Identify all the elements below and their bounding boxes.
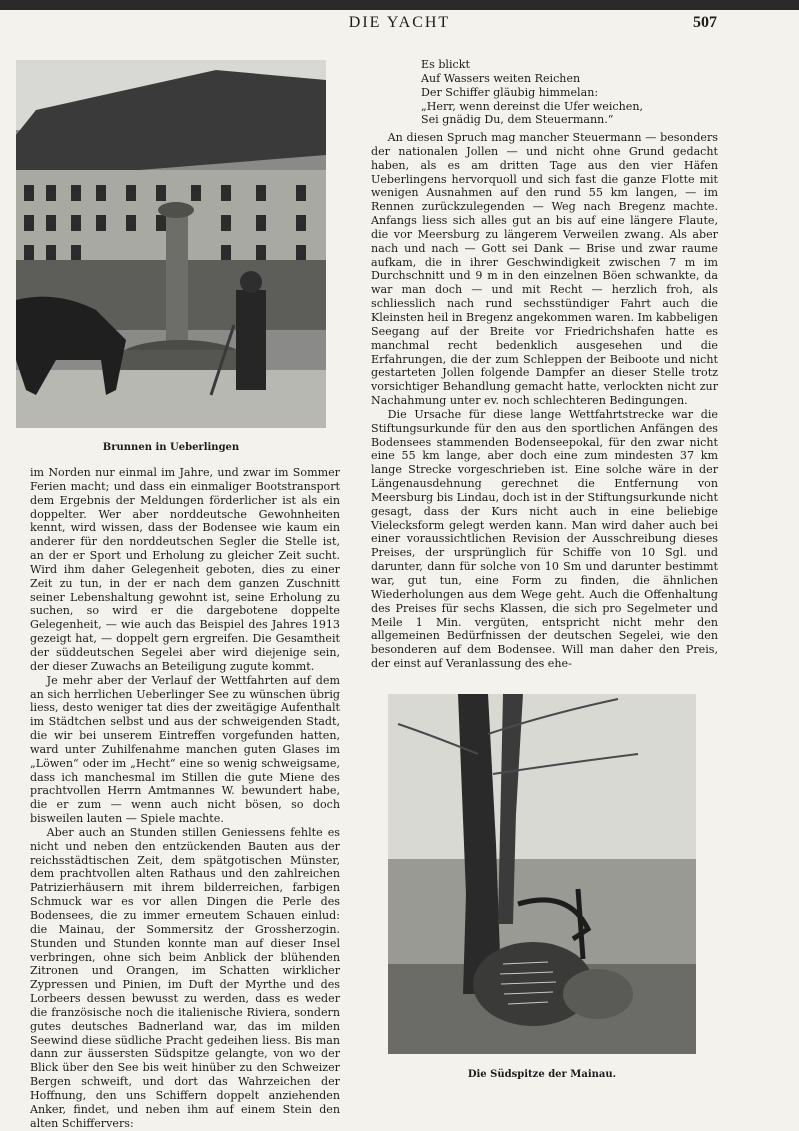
scan-top-border [0, 0, 799, 10]
paragraph: Die Ursache für diese lange Wettfahrtstrecke war die Stiftungsurkunde für den aus den sportlichen Anfängen des Bodensees stammenden Bodenseepokal, für den zwar nicht eine 55 km lange, aber doch eine zum mindesten 37 km lange Strecke vorgeschrieben ist. Eine solche wäre in der Längenausdehnung gerechnet die Entfernung von Meersburg bis Lindau, doch ist in der Stiftungsurkunde nicht gesagt, dass der Kurs nicht auch in eine beliebige Vielecksform gelegt werden kann. Man wird daher auch bei einer voraussichtlichen Revision der Ausschreibung dieses Preises, der ursprünglich für Schiffe von 10 Sgl. und darunter, dann für solche von 10 Sm und darunter bestimmt war, gut tun, eine Form zu finden, die ähnlichen Wiederholungen aus dem Wege geht. Auch die Offenhaltung des Preises für sechs Klassen, die sich pro Segelmeter und Meile 1 Min. vergüten, entspricht nicht mehr den allgemeinen Bedürfnissen der deutschen Segelei, wie den besonderen auf dem Bodensee. Will man daher den Preis, der einst auf Veranlassung des ehe- [371, 407, 718, 671]
paragraph: An diesen Spruch mag mancher Steuermann — besonders der nationalen Jollen — und nicht ohne Grund gedacht haben, als es am dritten Tage aus den vier Häfen Ueberlingens hervorquoll und sich fast die ganze Flotte mit wenigen Ausnahmen auf den rund 55 km langen, — im Rennen zurückzulegenden — Weg nach Bregenz machte. Anfangs liess sich alles gut an bis auf eine längere Flaute, die vor Meersburg zu längerem Verweilen zwang. Als aber nach und nach — Gott sei Dank — Brise und zwar raume aufkam, die in ihrer Geschwindigkeit zwischen 7 m im Durchschnitt und 9 m in den einzelnen Böen schwankte, da war man doch — und mit Recht — herzlich froh, als schliesslich nach rund sechsstündiger Fahrt auch die Kleinsten heil in Bregenz angekommen waren. Im kabbeligen Seegang auf der Breite vor Friedrichshafen hatte es manchmal recht bedenklich ausgesehen und die Erfahrungen, die der zum Schleppen der Beiboote und nicht gestarteten Jollen folgende Dampfer an dieser Stelle trotz vorsichtiger Behandlung gemacht hatte, verlockten nicht zur Nachahmung unter ev. noch schlechteren Bedingungen. [371, 131, 718, 408]
verse-line: Es blickt [421, 58, 470, 71]
mainau-photo-caption: Die Südspitze der Mainau. [467, 1069, 617, 1080]
verse-line: „Herr, wenn dereinst die Ufer weichen, [421, 99, 644, 113]
paragraph: im Norden nur einmal im Jahre, und zwar im Sommer Ferien macht; und dass ein einmaliger Bootstransport dem Ergebnis der Meldungen förderlicher ist als ein doppelter. Wer aber norddeutsche Gewohnheiten kennt, wird wissen, dass der Bodensee wie kaum ein anderer für den norddeutschen Segler die Stelle ist, an der er Sport und Erholung zu gleicher Zeit sucht. Wird ihm daher Gelegenheit geboten, dies zu einer Zeit zu tun, in der er nach dem ganzen Zuschnitt seiner Lebenshaltung gewohnt ist, seine Erholung zu suchen, so wird er die dargebotene doppelte Gelegenheit, — wie auch das Beispiel des Jahres 1913 gezeigt hat, — doppelt gern ergreifen. Die Gesamtheit der süddeutschen Segelei aber wird diejenige sein, der dieser Zuwachs an Beteiligung zugute kommt. [30, 466, 340, 673]
verse-line: Sei gnädig Du, dem Steuermann.“ [421, 113, 614, 127]
paragraph: Aber auch an Stunden stillen Geniessens fehlte es nicht und neben den entzückenden Bauten aus der reichsstädtischen Zeit, dem spätgotischen Münster, dem prachtvollen alten Rathaus und den zahlreichen Patrizierhäusern mit ihrem bilderreichen, farbigen Schmuck war es vor allen Dingen die Perle des Bodensees, die zu immer erneutem Schauen einlud: die Mainau, der Sommersitz der Grossherzogin. Stunden und Stunden konnte man auf dieser Insel verbringen, ohne sich beim Anblick der blühenden Zitronen und Orangen, im Schatten wirklicher Zypressen und Pinien, im Duft der Myrthe und des Lorbeers dessen bewusst zu werden, dass es weder die französische noch die italienische Riviera, sondern gutes deutsches Badnerland war, das im milden Seewind diese südliche Pracht gedeihen liess. Bis man dann zur äussersten Südspitze gelangte, von wo der Blick über den See bis weit hinüber zu den Schweizer Bergen schweift, und dort das Wahrzeichen der Hoffnung, den uns Schiffern doppelt anziehenden Anker, findet, und neben ihm auf einem Stein den alten Schiffervers: [30, 825, 340, 1130]
verse-line: Auf Wassers weiten Reichen [421, 71, 581, 85]
verse [421, 58, 643, 127]
right-column [371, 131, 718, 671]
verse-line: Der Schiffer gläubig himmelan: [421, 85, 599, 99]
paragraph: Je mehr aber der Verlauf der Wettfahrten auf dem an sich herrlichen Ueberlinger See zu wünschen übrig liess, desto weniger tat dies der zweitägige Aufenthalt im Städtchen selbst und aus der schweigenden Stadt, die wir bei unserem Eintreffen vorgefunden hatten, ward unter Zuhilfenahme manchen guten Glases im „Löwen“ oder im „Hecht“ eine so wenig schweigsame, dass ich manchesmal im Stillen die gute Miene des prachtvollen Herrn Amtmannes W. bewundert habe, die er zum — wenn auch nicht bösen, so doch bisweilen lauten — Spiele machte. [30, 673, 340, 826]
left-column [30, 466, 340, 1131]
fountain-photo [16, 60, 326, 428]
mainau-anchor-photo [388, 694, 696, 1054]
page-number: 507 [693, 14, 717, 31]
running-title: DIE YACHT [348, 14, 451, 31]
fountain-photo-caption: Brunnen in Ueberlingen [102, 442, 240, 453]
